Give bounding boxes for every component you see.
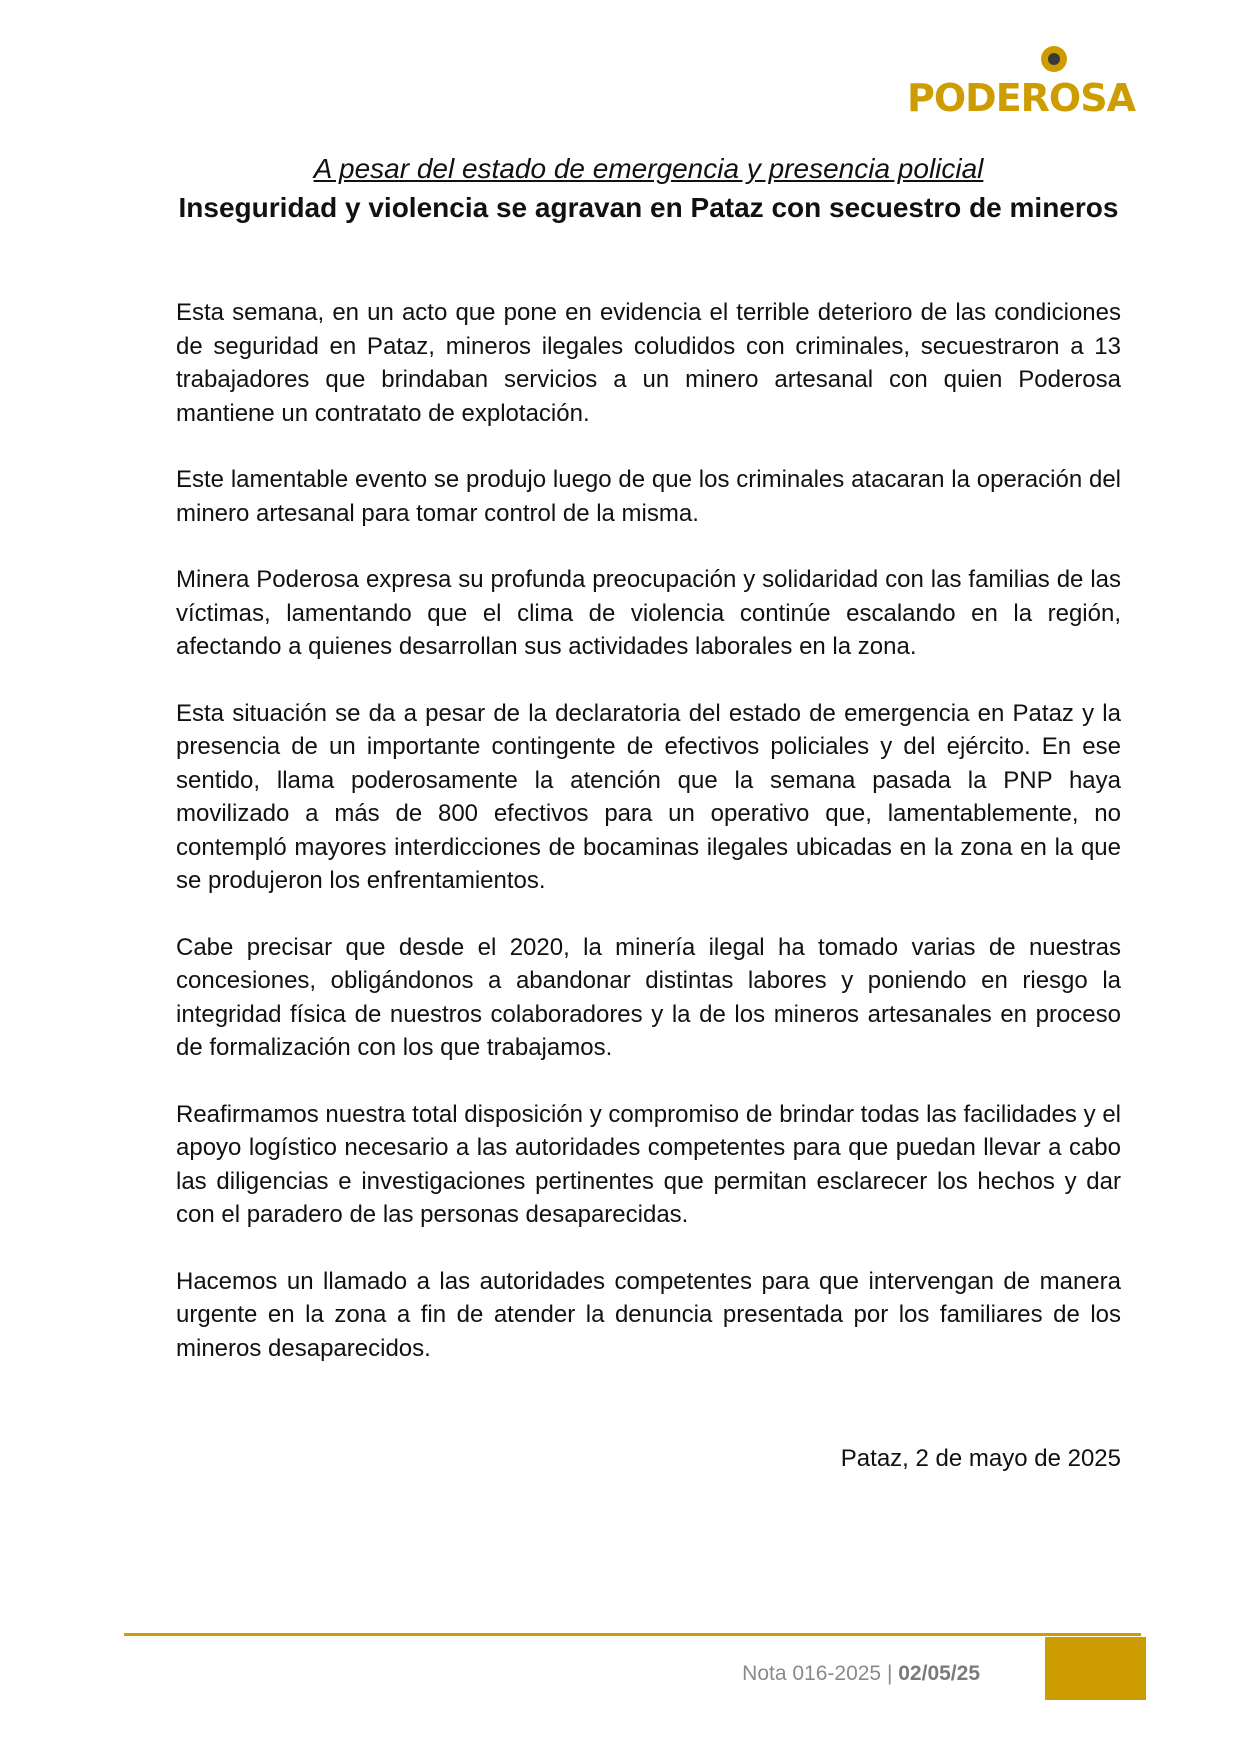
footer-accent-block [1045, 1637, 1146, 1700]
paragraph: Este lamentable evento se produjo luego de que los criminales atacaran la operación del minero artesanal para tomar control de la misma. [176, 466, 1121, 527]
dateline: Pataz, 2 de mayo de 2025 [840, 1445, 1121, 1472]
logo-text: PODEROSA [907, 76, 1135, 120]
logo-ring-icon [1041, 46, 1067, 72]
paragraph: Cabe precisar que desde el 2020, la minería ilegal ha tomado varias de nuestras concesiones, obligándonos a abandonar distintas labores y poniendo en riesgo la integridad física de nuestros colaboradores y la de los mineros artesanales en proceso de formalización con los que trabajamos. [176, 933, 1121, 1061]
paragraph: Minera Poderosa expresa su profunda preocupación y solidaridad con las familias de las víctimas, lamentando que el clima de violencia continúe escalando en la región, afectando a quienes desarrollan sus actividades laborales en la zona. [176, 566, 1121, 660]
company-logo [903, 46, 1139, 118]
paragraph: Reafirmamos nuestra total disposición y compromiso de brindar todas las facilidades y el apoyo logístico necesario a las autoridades competentes para que puedan llevar a cabo las diligencias e investigaciones pertinentes que permitan esclarecer los hechos y dar con el paradero de las personas desaparecidas. [176, 1100, 1121, 1228]
paragraph: Esta semana, en un acto que pone en evidencia el terrible deterioro de las condiciones de seguridad en Pataz, mineros ilegales coludidos con criminales, secuestraron a 13 trabajadores que brindaban servicios a un minero artesanal con quien Poderosa mantiene un contratato de explotación. [176, 299, 1121, 427]
kicker: A pesar del estado de emergencia y presencia policial [313, 153, 984, 184]
press-release-body [176, 296, 1121, 1398]
footer-divider [124, 1633, 1141, 1636]
footer-separator: | [881, 1662, 899, 1685]
note-date: 02/05/25 [898, 1662, 980, 1685]
press-release-header [176, 150, 1121, 227]
paragraph: Hacemos un llamado a las autoridades competentes para que intervengan de manera urgente en la zona a fin de atender la denuncia presentada por los familiares de los mineros desaparecidos. [176, 1267, 1121, 1362]
paragraph: Esta situación se da a pesar de la declaratoria del estado de emergencia en Pataz y la presencia de un importante contingente de efectivos policiales y del ejército. En ese sentido, llama poderosamente la atención que la semana pasada la PNP haya movilizado a más de 800 efectivos para un operativo que, lamentablemente, no contempló mayores interdicciones de bocaminas ilegales ubicadas en la zona en la que se produjeron los enfrentamientos. [176, 699, 1121, 894]
headline: Inseguridad y violencia se agravan en Pataz con secuestro de mineros [178, 192, 1119, 223]
note-number: Nota 016-2025 [742, 1662, 882, 1685]
footer-note [560, 1660, 980, 1688]
